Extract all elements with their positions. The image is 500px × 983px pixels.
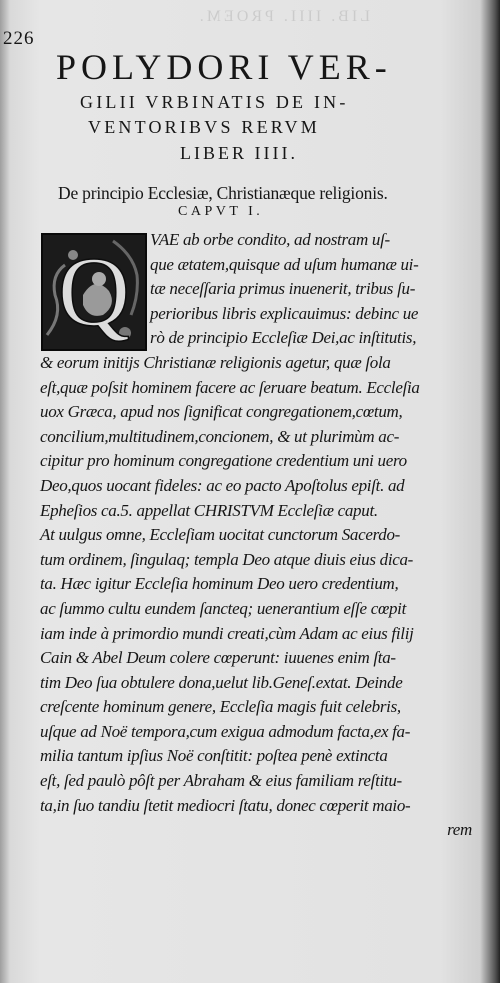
- body-text: [40, 228, 485, 843]
- text-line: VAE ab orbe condito, ad nostram uſ-: [150, 230, 390, 249]
- initial-letter: Q: [57, 236, 131, 347]
- text-line: ta. Hæc igitur Eccleſia hominum Deo uero credentium,: [40, 574, 399, 594]
- title-line-3: VENTORIBVS RERVM: [88, 117, 320, 137]
- catchword: rem: [447, 820, 472, 840]
- text-line: tum ordinem, ſingulaq; templa Deo atque diuis eius dica-: [40, 549, 414, 569]
- text-line: iam inde à primordio mundi creati,cùm Adam ac eius filij: [40, 623, 414, 643]
- text-line: perioribus libris explicauimus: debinc ue: [150, 303, 419, 323]
- text-line: ac ſummo cultu eundem ſancteq; uenerantium eſſe cœpit: [40, 598, 407, 618]
- text-line: eſt,quæ poſsit hominem facere ac ſeruare beatum. Eccleſia: [40, 377, 420, 397]
- book-number: LIBER IIII.: [180, 143, 298, 163]
- text-line: uſque ad Noë tempora,cum exigua admodum facta,ex fa-: [40, 721, 411, 741]
- text-line: uox Græca, apud nos ſignificat congregationem,cœtum,: [40, 402, 403, 422]
- text-line: & eorum initijs Christianæ religionis agetur, quæ ſola: [40, 352, 391, 372]
- text-line: rò de principio Eccleſiæ Dei,ac inſtitutis,: [150, 328, 417, 348]
- title-line-1: POLYDORI VER-: [56, 47, 392, 87]
- title-line-2: GILII VRBINATIS DE IN-: [80, 92, 349, 112]
- text-line: Deo,quos uocant fideles: ac eo pacto Apoſtolus epiſt. ad: [40, 475, 405, 495]
- text-line: ta,in ſuo tandiu ſtetit mediocri ſtatu, donec cœperit maio-: [40, 795, 411, 815]
- text-line: concilium,multitudinem,concionem, & ut plurimùm ac-: [40, 426, 400, 446]
- text-line: creſcente hominum genere, Eccleſia magis fuit celebris,: [40, 697, 401, 717]
- text-line: tæ neceſſaria primus inuenerit, tribus ſu-: [150, 279, 416, 299]
- text-line: tim Deo ſua obtulere dona,uelut lib.Geneſ.extat. Deinde: [40, 672, 403, 692]
- text-line: Epheſios ca.5. appellat CHRISTVM Eccleſiæ caput.: [40, 500, 378, 520]
- text-line: cipitur pro hominum congregatione credentium uni uero: [40, 451, 407, 471]
- text-line: eſt, ſed paulò pôſt per Abraham & eius familiam reſtitu-: [40, 771, 402, 791]
- text-line: At uulgus omne, Eccleſiam uocitat cunctorum Sacerdo-: [40, 525, 401, 545]
- text-line: Cain & Abel Deum colere cœperunt: iuuenes enim ſta-: [40, 648, 396, 668]
- bleed-running-head: LIB. IIII. PROEM.: [196, 8, 370, 25]
- text-line: que ætatem,quisque ad uſum humanæ ui-: [150, 254, 419, 274]
- chapter-label: CAPVT I.: [178, 204, 264, 219]
- text-line: milia tantum ipſius Noë conſtitit: poſtea penè extincta: [40, 746, 388, 766]
- page-number: 226: [3, 28, 35, 49]
- chapter-heading: De principio Ecclesiæ, Christianæque religionis.: [58, 183, 388, 203]
